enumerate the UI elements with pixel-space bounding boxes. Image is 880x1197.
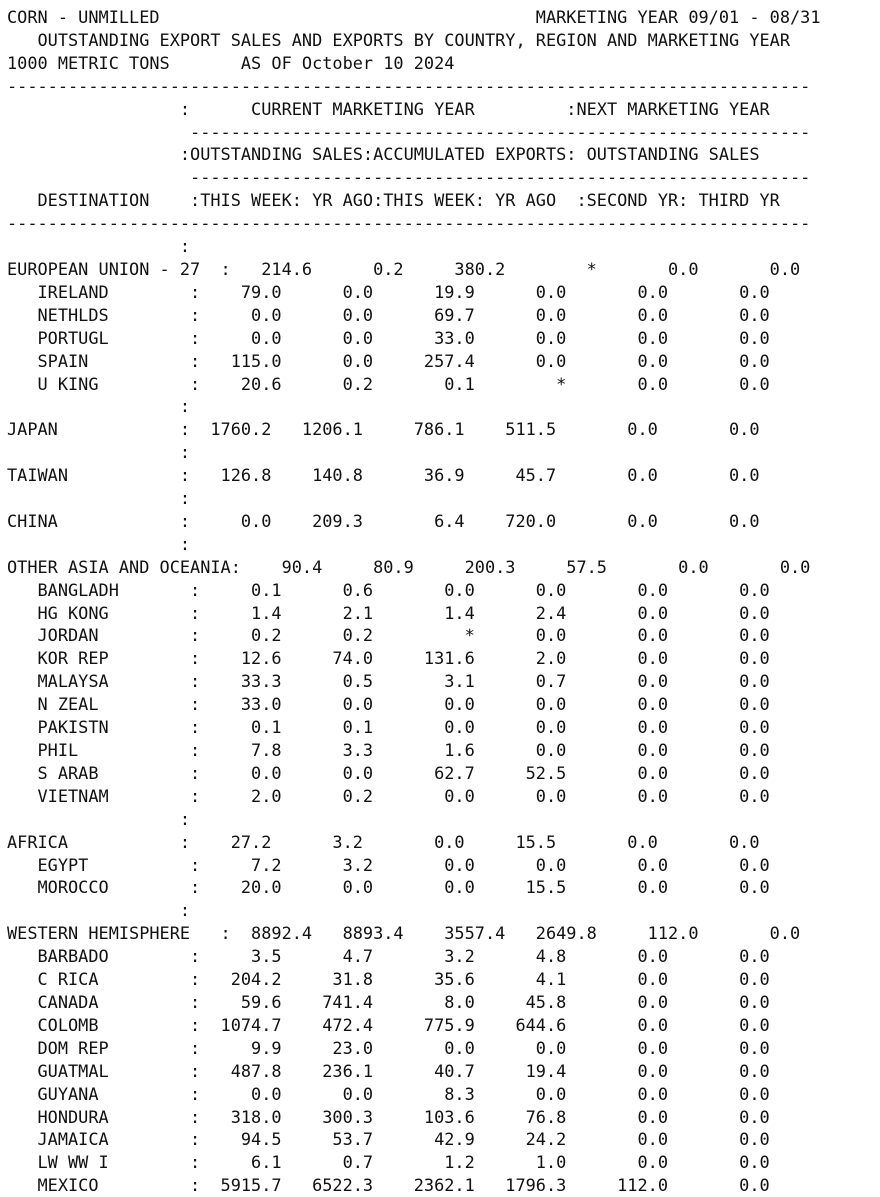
- report-line: :: [7, 236, 191, 257]
- report-line: COLOMB : 1074.7 472.4 775.9 644.6 0.0 0.0: [7, 1014, 770, 1035]
- report-line: LW WW I : 6.1 0.7 1.2 1.0 0.0 0.0: [7, 1152, 770, 1173]
- report-line: MOROCCO : 20.0 0.0 0.0 15.5 0.0 0.0: [7, 877, 770, 898]
- report-line: N ZEAL : 33.0 0.0 0.0 0.0 0.0 0.0: [7, 694, 770, 715]
- report-line: BARBADO : 3.5 4.7 3.2 4.8 0.0 0.0: [7, 946, 770, 967]
- report-line: JAMAICA : 94.5 53.7 42.9 24.2 0.0 0.0: [7, 1129, 770, 1150]
- report-line: IRELAND : 79.0 0.0 19.9 0.0 0.0 0.0: [7, 281, 770, 302]
- report-line: CORN - UNMILLED MARKETING YEAR 09/01 - 08/31: [7, 7, 821, 27]
- report-line: :: [7, 442, 191, 463]
- report-line: WESTERN HEMISPHERE : 8892.4 8893.4 3557.4 2649.8 112.0 0.0: [7, 923, 801, 944]
- report-line: DESTINATION :THIS WEEK: YR AGO:THIS WEEK: YR AGO :SECOND YR: THIRD YR: [7, 190, 780, 211]
- report-line: HONDURA : 318.0 300.3 103.6 76.8 0.0 0.0: [7, 1106, 770, 1127]
- report-line: :OUTSTANDING SALES:ACCUMULATED EXPORTS: OUTSTANDING SALES: [7, 144, 760, 165]
- report-line: :: [7, 900, 191, 921]
- report-line: OTHER ASIA AND OCEANIA: 90.4 80.9 200.3 57.5 0.0 0.0: [7, 556, 811, 577]
- report-line: HG KONG : 1.4 2.1 1.4 2.4 0.0 0.0: [7, 602, 770, 623]
- report-line: -------------------------------------------------------------------------------: [7, 213, 811, 234]
- report-line: S ARAB : 0.0 0.0 62.7 52.5 0.0 0.0: [7, 762, 770, 783]
- report-line: :: [7, 488, 191, 509]
- report-line: :: [7, 396, 191, 417]
- report-line: PORTUGL : 0.0 0.0 33.0 0.0 0.0 0.0: [7, 327, 770, 348]
- report-line: : CURRENT MARKETING YEAR :NEXT MARKETING YEAR: [7, 98, 770, 119]
- report-line: -------------------------------------------------------------: [7, 121, 811, 142]
- report-line: PAKISTN : 0.1 0.1 0.0 0.0 0.0 0.0: [7, 717, 770, 738]
- report-line: MEXICO : 5915.7 6522.3 2362.1 1796.3 112.0 0.0: [7, 1175, 770, 1196]
- report-line: DOM REP : 9.9 23.0 0.0 0.0 0.0 0.0: [7, 1037, 770, 1058]
- report-line: VIETNAM : 2.0 0.2 0.0 0.0 0.0 0.0: [7, 785, 770, 806]
- report-line: OUTSTANDING EXPORT SALES AND EXPORTS BY COUNTRY, REGION AND MARKETING YEAR: [7, 29, 791, 50]
- report-line: GUYANA : 0.0 0.0 8.3 0.0 0.0 0.0: [7, 1083, 770, 1104]
- report-line: U KING : 20.6 0.2 0.1 * 0.0 0.0: [7, 373, 770, 394]
- report-line: C RICA : 204.2 31.8 35.6 4.1 0.0 0.0: [7, 969, 770, 990]
- report-line: -------------------------------------------------------------: [7, 167, 811, 188]
- report-line: CHINA : 0.0 209.3 6.4 720.0 0.0 0.0: [7, 510, 760, 531]
- report-line: :: [7, 533, 191, 554]
- report-line: JAPAN : 1760.2 1206.1 786.1 511.5 0.0 0.0: [7, 419, 760, 440]
- report-line: SPAIN : 115.0 0.0 257.4 0.0 0.0 0.0: [7, 350, 770, 371]
- report-line: TAIWAN : 126.8 140.8 36.9 45.7 0.0 0.0: [7, 465, 760, 486]
- report-line: 1000 METRIC TONS AS OF October 10 2024: [7, 52, 455, 73]
- report-line: CANADA : 59.6 741.4 8.0 45.8 0.0 0.0: [7, 991, 770, 1012]
- report-line: :: [7, 808, 191, 829]
- report-line: BANGLADH : 0.1 0.6 0.0 0.0 0.0 0.0: [7, 579, 770, 600]
- report-line: KOR REP : 12.6 74.0 131.6 2.0 0.0 0.0: [7, 648, 770, 669]
- report-line: GUATMAL : 487.8 236.1 40.7 19.4 0.0 0.0: [7, 1060, 770, 1081]
- report-line: JORDAN : 0.2 0.2 * 0.0 0.0 0.0: [7, 625, 770, 646]
- report-line: NETHLDS : 0.0 0.0 69.7 0.0 0.0 0.0: [7, 304, 770, 325]
- report-line: MALAYSA : 33.3 0.5 3.1 0.7 0.0 0.0: [7, 671, 770, 692]
- report-line: EGYPT : 7.2 3.2 0.0 0.0 0.0 0.0: [7, 854, 770, 875]
- report-line: -------------------------------------------------------------------------------: [7, 75, 811, 96]
- report-line: AFRICA : 27.2 3.2 0.0 15.5 0.0 0.0: [7, 831, 760, 852]
- report-line: EUROPEAN UNION - 27 : 214.6 0.2 380.2 * 0.0 0.0: [7, 258, 801, 279]
- report-line: PHIL : 7.8 3.3 1.6 0.0 0.0 0.0: [7, 740, 770, 760]
